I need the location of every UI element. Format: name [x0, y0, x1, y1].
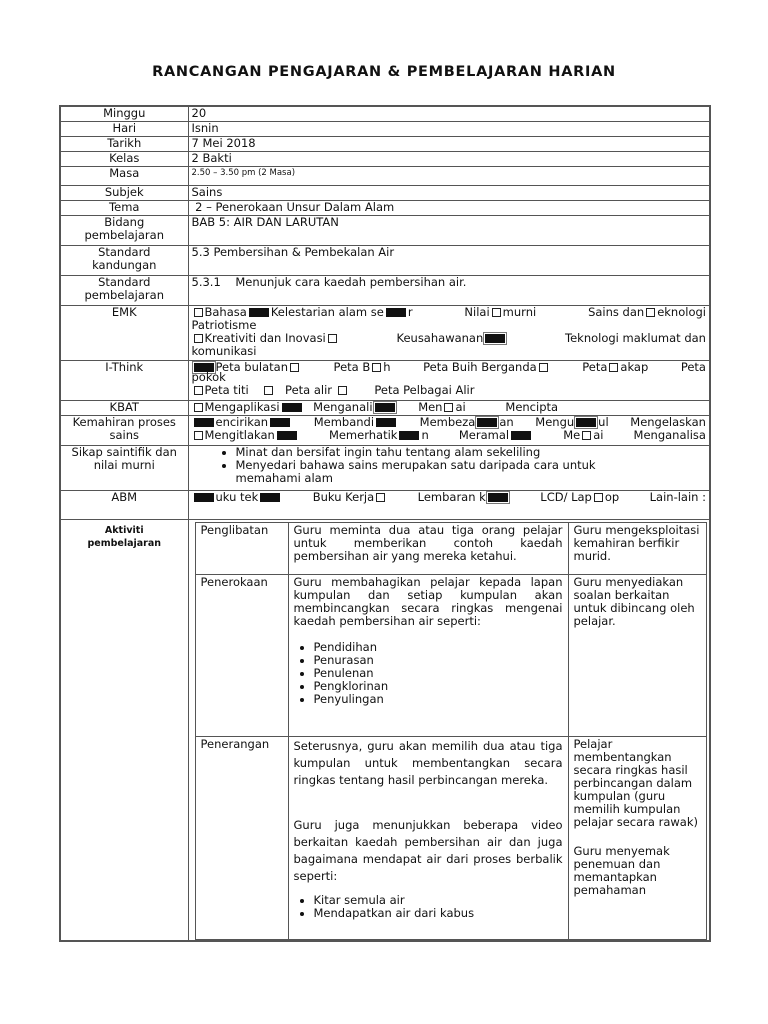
emk-kelestarian-end: r	[407, 305, 413, 319]
kemahiran-options	[188, 415, 710, 445]
redaction-mark	[282, 403, 302, 412]
emk-teknologi: eknologi	[657, 305, 706, 319]
value-standard-pembelajaran: 5.3.1 Menunjuk cara kaedah pembersihan air.	[188, 275, 710, 305]
emk-tmk: Teknologi maklumat dan	[565, 330, 706, 345]
kbat-mengaplikasi: Mengaplikasi	[204, 400, 280, 414]
label-abm: ABM	[60, 490, 188, 519]
checkbox-kreativiti[interactable]	[194, 334, 203, 343]
redaction-mark	[511, 431, 531, 440]
abm-line	[192, 491, 707, 504]
ithink-peta-pelbagai-alir: Peta Pelbagai Alir	[374, 382, 475, 397]
checkbox-meniai[interactable]	[582, 431, 591, 440]
emk-bahasa: Bahasa	[204, 305, 247, 319]
redaction-mark	[399, 431, 419, 440]
label-hari: Hari	[60, 121, 188, 136]
kps-memerhatikan-end: n	[421, 427, 429, 442]
note-penerangan-2: Guru menyemak penemuan dan memantapkan pemahaman	[573, 843, 670, 897]
row-abm	[60, 490, 710, 519]
ithink-line-1	[192, 361, 707, 374]
abm-lembaran-kerja: Lembaran k	[417, 490, 486, 504]
stage-penerokaan: Penerokaan	[195, 574, 288, 736]
row-ithink	[60, 360, 710, 400]
label-aktiviti-line2: pembelajaran	[87, 537, 162, 549]
redaction-mark	[194, 493, 214, 502]
value-hari: Isnin	[188, 121, 710, 136]
abm-buku-teks: uku tek	[215, 490, 259, 504]
abm-lcd-laptop: LCD/ Lap	[540, 490, 592, 504]
label-subjek: Subjek	[60, 185, 188, 200]
activity-row-penerokaan	[195, 574, 706, 736]
note-penerokaan: Guru menyediakan soalan berkaitan untuk dibincang oleh pelajar.	[568, 574, 706, 736]
row-tarikh	[60, 136, 710, 151]
ithink-peta-buih-berganda: Peta Buih Berganda	[423, 360, 537, 374]
redaction-mark	[386, 308, 406, 317]
note-penerangan: Pelajar membentangkan secara ringkas hasil perbincangan dalam kumpulan (guru memilih kumpulan pelajar secara rawak)	[573, 736, 698, 829]
kbat-menilai-end: ai	[455, 400, 466, 414]
value-kelas: 2 Bakti	[188, 151, 710, 166]
stage-penglibatan: Penglibatan	[195, 522, 288, 574]
row-tema	[60, 200, 710, 215]
aktiviti-content	[188, 519, 710, 941]
sikap-content	[188, 445, 710, 490]
row-emk	[60, 305, 710, 360]
content-penerokaan-cell	[288, 574, 568, 736]
label-minggu: Minggu	[60, 106, 188, 121]
kps-meramal: Meramal	[458, 427, 510, 442]
emk-options	[188, 305, 710, 360]
ithink-pokok: pokok	[191, 369, 226, 384]
abm-lcd-laptop-end: op	[604, 490, 620, 504]
emk-komunikasi: komunikasi	[191, 343, 257, 358]
ithink-peta-alir: Peta alir	[285, 382, 333, 397]
row-subjek	[60, 185, 710, 200]
row-kbat	[60, 400, 710, 415]
kbat-menilai: Men	[418, 400, 443, 414]
label-standard-pembelajaran	[60, 275, 188, 305]
ithink-line-3	[192, 384, 707, 397]
label-ithink: I-Think	[60, 360, 188, 400]
label-sikap	[60, 445, 188, 490]
kbat-options	[188, 400, 710, 415]
label-kelas: Kelas	[60, 151, 188, 166]
redaction-mark	[270, 418, 290, 427]
checkbox-lcd-laptop[interactable]	[594, 493, 603, 502]
ithink-peta-titi: Peta titi	[204, 382, 249, 397]
value-subjek: Sains	[188, 185, 710, 200]
note-penerangan-cell	[568, 736, 706, 939]
emk-patriotisme: Patriotisme	[191, 317, 257, 332]
kemahiran-line-2	[192, 429, 707, 442]
ithink-peta-dakap: Peta	[582, 360, 608, 374]
kps-menganalisa: Menganalisa	[633, 427, 706, 442]
kbat-menganalisis: Menganali	[313, 400, 373, 414]
ithink-peta-buih: Peta B	[333, 360, 371, 374]
redaction-mark	[375, 403, 395, 412]
value-minggu: 20	[188, 106, 710, 121]
penerokaan-list	[294, 641, 563, 706]
list-item: • Penulenan	[314, 667, 563, 680]
kps-meniai-end: ai	[593, 427, 604, 442]
redaction-mark	[376, 418, 396, 427]
emk-sains-dan: Sains dan	[588, 305, 645, 319]
list-item: • Penyulingan	[314, 693, 563, 706]
stage-penerangan: Penerangan	[195, 736, 288, 939]
label-tarikh: Tarikh	[60, 136, 188, 151]
ithink-peta-pokok: Peta	[680, 360, 706, 374]
penerangan-list	[294, 894, 563, 920]
kps-mencirikan: encirikan	[215, 415, 269, 429]
content-penerangan: Seterusnya, guru akan memilih dua atau tiga kumpulan untuk membentangkan secara ringkas tentang hasil perbincangan mereka.	[293, 738, 563, 787]
row-standard-kandungan	[60, 245, 710, 275]
row-aktiviti	[60, 519, 710, 941]
redaction-mark	[260, 493, 280, 502]
redaction-mark	[485, 334, 505, 343]
label-aktiviti	[60, 519, 188, 941]
content-penerangan-cell	[288, 736, 568, 939]
kps-meniai: Me	[563, 427, 581, 442]
label-kemahiran-line1: Kemahiran proses	[72, 415, 176, 429]
kps-membandingkan: Membandi	[313, 415, 375, 429]
ithink-peta-bulatan: Peta bulatan	[215, 360, 288, 374]
label-sikap-line2: nilai murni	[93, 457, 155, 472]
emk-murni: murni	[502, 305, 537, 319]
kbat-line	[192, 401, 707, 414]
kps-membezakan-end: an	[499, 415, 514, 429]
label-sk-line2: kandungan	[92, 257, 157, 272]
redaction-mark	[576, 418, 596, 427]
value-masa: 2.50 – 3.50 pm (2 Masa)	[188, 166, 710, 185]
abm-buku-kerja: Buku Kerja	[312, 490, 375, 504]
checkbox-peta-dakap[interactable]	[609, 363, 618, 372]
label-bidang	[60, 215, 188, 245]
checkbox-peta-pelbagai-alir[interactable]	[338, 386, 347, 395]
list-item: • Pengklorinan	[314, 680, 563, 693]
row-hari	[60, 121, 710, 136]
list-item: • Penurasan	[314, 654, 563, 667]
checkbox-bahasa[interactable]	[194, 308, 203, 317]
label-bidang-line1: Bidang	[104, 215, 145, 229]
redaction-mark	[477, 418, 497, 427]
kps-mengelaskan: Mengelaskan	[630, 415, 706, 429]
kps-membezakan: Membeza	[419, 415, 476, 429]
row-masa	[60, 166, 710, 185]
label-sikap-line1: Sikap saintifik dan	[71, 445, 177, 459]
activity-row-penerangan	[195, 736, 706, 939]
note-penglibatan: Guru mengeksploitasi kemahiran berfikir murid.	[568, 522, 706, 574]
redaction-mark	[277, 431, 297, 440]
label-kemahiran	[60, 415, 188, 445]
value-tarikh: 7 Mei 2018	[188, 136, 710, 151]
kps-mengukur-end: ul	[598, 415, 609, 429]
label-standard-kandungan	[60, 245, 188, 275]
value-standard-kandungan: 5.3 Pembersihan & Pembekalan Air	[188, 245, 710, 275]
checkbox-peta-buih[interactable]	[372, 363, 381, 372]
checkbox-peta-buih-berganda[interactable]	[539, 363, 548, 372]
abm-options	[188, 490, 710, 519]
list-item: • Mendapatkan air dari kabus	[314, 907, 563, 920]
abm-lain-lain: Lain-lain :	[649, 490, 706, 504]
ithink-peta-buih-end: h	[383, 360, 391, 374]
label-bidang-line2: pembelajaran	[84, 227, 164, 242]
list-item: • Kitar semula air	[314, 894, 563, 907]
row-kelas	[60, 151, 710, 166]
sikap-item: • Menyedari bahawa sains merupakan satu daripada cara untuk memahami alam	[236, 459, 637, 485]
emk-line-1	[192, 306, 707, 319]
row-standard-pembelajaran	[60, 275, 710, 305]
content-penerangan-2: Guru juga menunjukkan beberapa video berkaitan kaedah pembersihan air dan juga bagaimana mendapat air dari proses berbalik seperti:	[293, 817, 563, 883]
emk-kelestarian: Kelestarian alam se	[270, 305, 384, 319]
ithink-options	[188, 360, 710, 400]
sikap-list	[192, 446, 707, 485]
emk-kreativiti: Kreativiti dan Inovasi	[204, 330, 326, 345]
label-masa: Masa	[60, 166, 188, 185]
activity-row-penglibatan	[195, 522, 706, 574]
checkbox-sains-teknologi[interactable]	[646, 308, 655, 317]
value-bidang: BAB 5: AIR DAN LARUTAN	[188, 215, 710, 245]
kps-mengukur: Mengu	[535, 415, 575, 429]
checkbox-kreativiti-2[interactable]	[328, 334, 337, 343]
value-tema: 2 – Penerokaan Unsur Dalam Alam	[188, 200, 710, 215]
label-kbat: KBAT	[60, 400, 188, 415]
document-title: RANCANGAN PENGAJARAN & PEMBELAJARAN HARIAN	[152, 64, 616, 80]
list-item: • Pendidihan	[314, 641, 563, 654]
checkbox-mengitlakan[interactable]	[194, 431, 203, 440]
sikap-item: • Minat dan bersifat ingin tahu tentang alam sekeliling	[236, 446, 637, 459]
emk-keusahawanan: Keusahawanan	[396, 330, 484, 345]
label-sp-line1: Standard	[98, 275, 151, 289]
label-sk-line1: Standard	[98, 245, 151, 259]
content-penerokaan: Guru membahagikan pelajar kepada lapan kumpulan dan setiap kumpulan akan membincangkan secara ringkas mengenai kaedah pembersihan air seperti:	[293, 574, 563, 628]
row-minggu	[60, 106, 710, 121]
emk-nilai: Nilai	[464, 305, 490, 319]
row-bidang	[60, 215, 710, 245]
checkbox-buku-kerja[interactable]	[376, 493, 385, 502]
kps-memerhatikan: Memerhatik	[328, 427, 398, 442]
label-kemahiran-line2: sains	[109, 427, 139, 442]
redaction-mark	[194, 418, 214, 427]
checkbox-peta-titi[interactable]	[194, 386, 203, 395]
checkbox-mengaplikasi[interactable]	[194, 403, 203, 412]
redaction-mark	[488, 493, 508, 502]
checkbox-nilai-murni[interactable]	[492, 308, 501, 317]
row-kemahiran	[60, 415, 710, 445]
label-tema: Tema	[60, 200, 188, 215]
content-penglibatan: Guru meminta dua atau tiga orang pelajar untuk memberikan contoh kaedah pembersihan air yang mereka ketahui.	[288, 522, 568, 574]
checkbox-menilai[interactable]	[444, 403, 453, 412]
redaction-mark	[249, 308, 269, 317]
emk-line-3	[192, 332, 707, 345]
kbat-mencipta: Mencipta	[505, 400, 559, 414]
label-emk: EMK	[60, 305, 188, 360]
checkbox-peta-alir[interactable]	[264, 386, 273, 395]
kps-mengitlakan: Mengitlakan	[204, 427, 275, 442]
checkbox-peta-bulatan[interactable]	[290, 363, 299, 372]
lesson-plan-table	[59, 105, 711, 942]
label-sp-line2: pembelajaran	[84, 287, 164, 302]
activity-table	[195, 522, 707, 940]
row-sikap	[60, 445, 710, 490]
ithink-peta-dakap-end: akap	[620, 360, 649, 374]
label-aktiviti-line1: Aktiviti	[104, 524, 144, 536]
